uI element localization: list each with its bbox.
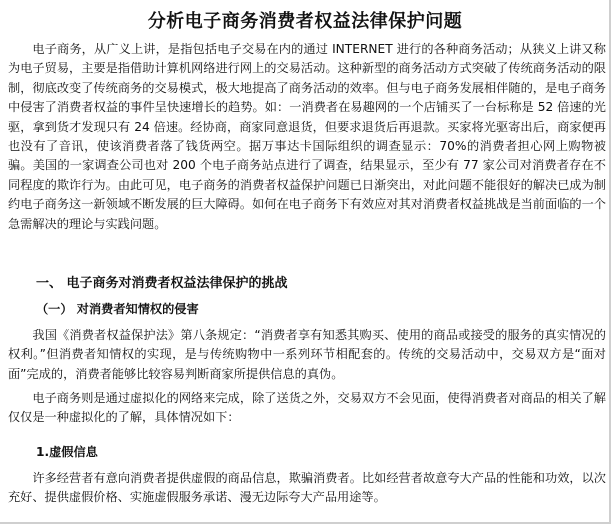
- body-paragraph: 我国《消费者权益保护法》第八条规定：“消费者享有知悉其购买、使用的商品或接受的服务的真实情况的权利。”但消费者知情权的实现，是与传统购物中一系列环节相配套的。传统的交易活动中，交易双方是“面对面”完成的，消费者能够比较容易判断商家所提供信息的真伪。: [8, 328, 606, 381]
- body-paragraph: 电子商务则是通过虚拟化的网络来完成，除了送货之外，交易双方不会见面，使得消费者对商品的相关了解仅仅是一种虚拟化的了解，具体情况如下：: [8, 391, 606, 425]
- document-title: 分析电子商务消费者权益法律保护问题: [147, 11, 463, 32]
- subsection-heading: （一） 对消费者知情权的侵害: [36, 302, 199, 316]
- body-paragraph: 许多经营者有意向消费者提供虚假的商品信息，欺骗消费者。比如经营者故意夸大产品的性能和功效，以次充好、提供虚假价格、实施虚假服务承诺、漫无边际夸大产品用途等。: [8, 471, 606, 505]
- item-heading: 1.虚假信息: [36, 445, 98, 459]
- section-heading: 一、 电子商务对消费者权益法律保护的挑战: [36, 276, 288, 291]
- intro-paragraph: 电子商务，从广义上讲，是指包括电子交易在内的通过 INTERNET 进行的各种商务活动；从狭义上讲又称为电子贸易，主要是指借助计算机网络进行网上的交易活动。这种新型的商务活动方式突破了传统商务活动的限制，彻底改变了传统商务的交易模式，极大地提高了商务活动的效率。但与电子商务发展相伴随的，是电子商务中侵害了消费者权益的事件呈快速增长的趋势。如：一消费者在易趣网的一个店铺买了一台标称是 52 倍速的光驱，拿到货才发现只有 24 倍速。经协商，商家同意退货，但要求退货后再退款。买家将光驱寄出后，商家便再也没有了音讯，使该消费者落了钱货两空。据万事达卡国际组织的调查显示：70%的消费者担心网上购物被骗。美国的一家调查公司也对 200 个电子商务站点进行了调查，结果显示，至少有 77 家公司对消费者存在不同程度的欺诈行为。由此可见，电子商务的消费者权益保护问题已日渐突出，对此问题不能很好的解决已成为制约电子商务这一新领域不断发展的巨大障碍。如何在电子商务下有效应对其对消费者权益挑战是当前面临的一个急需解决的理论与实践问题。: [8, 42, 606, 231]
